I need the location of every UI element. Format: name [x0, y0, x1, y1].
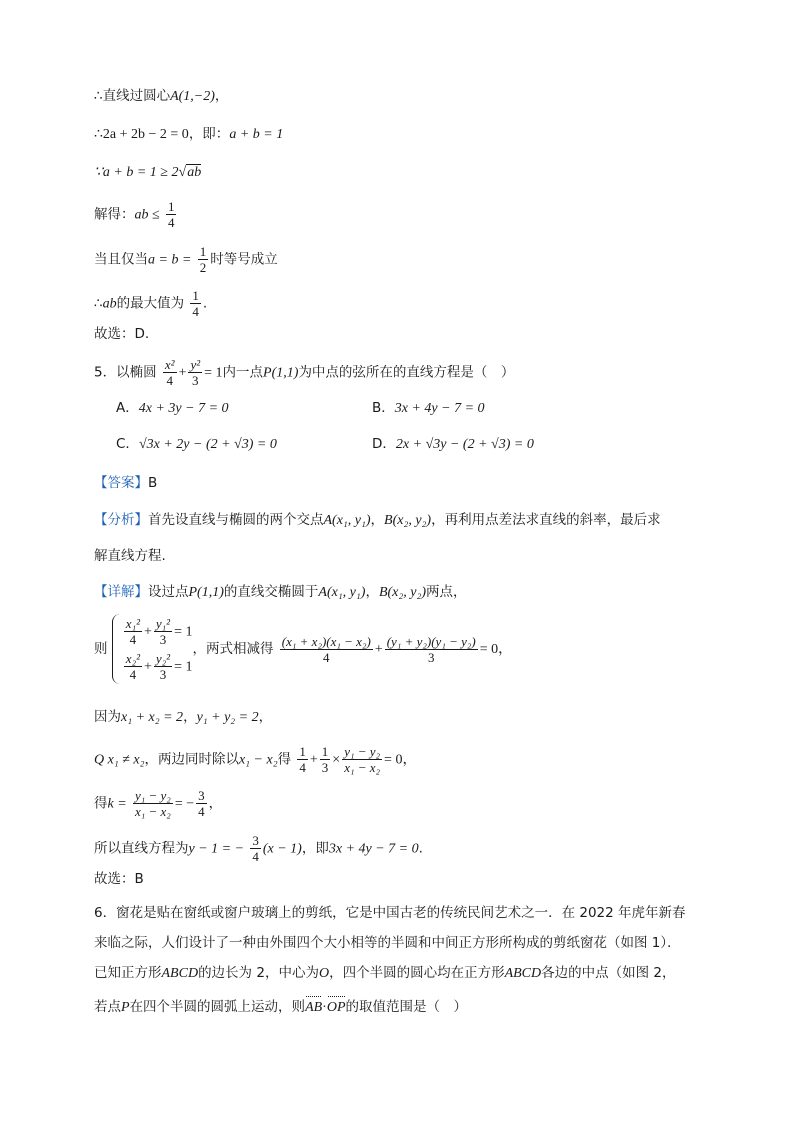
math: = 1 [204, 365, 223, 381]
math: B(x₂, y₂) [384, 513, 432, 528]
detail-end: 故选：B [94, 871, 144, 887]
text: 的取值范围是（ ） [345, 999, 468, 1015]
math: = 0， [384, 752, 417, 768]
math: Q x₁ ≠ x₂ [94, 752, 145, 768]
numerator: (y₁ + y₂)(y₁ − y₂) [386, 633, 476, 649]
denominator: 4 [192, 304, 199, 319]
math: O [318, 966, 330, 981]
option-math: 2x + √3y − (2 + √3) = 0 [395, 437, 534, 452]
math: (x − 1) [262, 841, 302, 857]
numerator: y₁ − y₂ [344, 744, 381, 759]
numerator: 3 [198, 788, 205, 803]
option-b [372, 398, 485, 419]
numerator: 1 [321, 744, 329, 759]
math: ab [102, 296, 117, 312]
answer-value: B [148, 475, 158, 491]
detail-result [94, 833, 423, 864]
numerator: 1 [199, 244, 207, 259]
math: ∴2a + 2b − 2 = 0 [94, 127, 189, 142]
solution-line-5 [94, 244, 278, 275]
math: x₁ + x₂ = 2 [121, 710, 184, 725]
text: 两点， [425, 584, 467, 600]
math: = 1 [174, 659, 193, 675]
fraction [154, 651, 172, 682]
text: ，四个半圆的圆心均在正方形 [329, 965, 505, 981]
denominator: 4 [129, 632, 137, 647]
math: = − [174, 796, 195, 812]
denominator: 4 [299, 760, 306, 775]
text: 得 [277, 751, 292, 768]
option-math: 3x + 4y − 7 = 0 [394, 401, 485, 416]
system-row-1: $\frac{\text{x₁²}}{4}$ + $\frac{\text{y₁²}}{3}$ = 1 [125, 616, 193, 647]
text: . [418, 840, 423, 857]
denominator: x₁ − x₂ [134, 804, 171, 819]
text: 若点 [94, 999, 121, 1015]
numerator: (x₁ + x₂)(x₁ − x₂) [281, 633, 371, 649]
denominator: 3 [159, 667, 167, 682]
equation-system [112, 614, 193, 684]
detail-because [94, 707, 272, 728]
detail-line-1 [94, 582, 466, 603]
math: = 1 [174, 624, 193, 640]
denominator: 4 [323, 649, 330, 665]
text: 的最大值为 [116, 295, 185, 312]
numerator: x² [164, 357, 175, 372]
detail-slope [94, 788, 222, 819]
analysis-line-1 [94, 510, 661, 531]
math: y − 1 = − [188, 841, 245, 857]
vector-op: OP [327, 998, 346, 1018]
fraction [320, 744, 331, 775]
detail-system [94, 614, 512, 684]
denominator: 2 [199, 260, 207, 275]
text: ， [258, 709, 273, 725]
solution-line-6 [94, 288, 207, 319]
math: A(1,−2) [170, 89, 215, 104]
numerator: y² [190, 357, 201, 372]
math: A(x₁, y₁) [323, 513, 371, 528]
denominator: 3 [192, 373, 199, 388]
numerator: y₁ − y₂ [134, 788, 171, 803]
denominator: 4 [167, 215, 175, 230]
text: ， [214, 88, 229, 104]
fraction [190, 288, 201, 319]
system-row-2: $\frac{\text{x₂²}}{4}$ + $\frac{\text{y₂²}}{3}$ = 1 [125, 651, 193, 682]
sqrt-radicand: ab [187, 165, 202, 180]
text: 在四个半圆的圆弧上运动，则 [129, 999, 306, 1015]
answer-line [94, 473, 157, 493]
text: 时等号成立 [210, 251, 278, 268]
text: 解得： [94, 206, 135, 223]
text: 当且仅当 [94, 251, 148, 268]
answer-tag: 【答案】 [94, 475, 148, 491]
denominator: 4 [252, 849, 259, 864]
fraction [154, 616, 172, 647]
analysis-line-2: 解直线方程. [94, 548, 166, 564]
text: 各边的中点（如图 2， [541, 965, 676, 981]
math: P(1,1) [263, 365, 299, 381]
math: ∵a + b = 1 ≥ 2 [94, 165, 179, 180]
numerator: x₁² [125, 616, 140, 631]
fraction [163, 357, 177, 388]
text: 首先设直线与椭圆的两个交点 [148, 512, 324, 528]
math: ABCD [504, 966, 542, 981]
option-label: B． [372, 400, 395, 416]
text: ，即： [188, 126, 230, 142]
text: ，两边同时除以 [144, 751, 239, 768]
numerator: y₁² [155, 616, 171, 631]
text: ， [370, 512, 385, 528]
text: ， [183, 709, 197, 725]
numerator: 1 [167, 199, 175, 214]
denominator: 3 [159, 632, 167, 647]
text: ，再利用点差法求直线的斜率，最后求 [431, 512, 661, 528]
math: A(x₁, y₁) [318, 585, 366, 600]
question-6-line-4 [94, 997, 467, 1018]
solution-line-2 [94, 124, 283, 145]
option-d [372, 434, 534, 455]
solution-line-7: 故选：D. [94, 326, 150, 342]
option-c [116, 434, 277, 455]
text: 5．以椭圆 [94, 364, 157, 381]
solution-line-3 [94, 162, 201, 183]
math: y₁ + y₂ = 2 [196, 710, 259, 725]
text: 设过点 [148, 584, 189, 600]
numerator: y₂² [155, 651, 171, 666]
fraction [297, 744, 308, 775]
text: 为中点的弦所在的直线方程是（ ） [298, 364, 515, 381]
detail-tag: 【详解】 [94, 584, 148, 600]
analysis-tag: 【分析】 [94, 512, 148, 528]
text: . [202, 295, 208, 312]
math: ab ≤ [134, 207, 160, 223]
math: ABCD [161, 966, 199, 981]
text: 所以直线方程为 [94, 840, 189, 857]
math: a + b = 1 [229, 127, 284, 142]
brace [112, 614, 121, 684]
math: B(x₂, y₂) [378, 585, 426, 600]
text: 的直线交椭圆于 [223, 584, 319, 600]
denominator: 4 [198, 804, 205, 819]
text: 因为 [94, 709, 121, 725]
text: 得 [94, 795, 108, 812]
option-label: D． [372, 436, 396, 452]
question-6-line-2: 来临之际，人们设计了一种由外围四个大小相等的半圆和中间正方形所构成的剪纸窗花（如图 1）． [94, 935, 681, 951]
text: ∴ [94, 295, 103, 312]
option-label: C． [116, 436, 139, 452]
fraction [342, 744, 382, 775]
option-math: 4x + 3y − 7 = 0 [138, 401, 229, 416]
fraction [166, 199, 177, 230]
math: + [374, 642, 383, 657]
text: 的边长为 2，中心为 [198, 965, 319, 981]
denominator: 4 [166, 373, 173, 388]
math: × [332, 752, 341, 768]
fraction [124, 616, 142, 647]
math: + [309, 752, 318, 768]
question-6-line-1: 6．窗花是贴在窗纸或窗户玻璃上的剪纸，它是中国古老的传统民间艺术之一．在 2022 年虎年新春 [94, 905, 686, 921]
question-5-stem: 5．以椭圆 $\frac{\text{x²}}{4}$ + $\frac{\text{y²}}{3}$ = 1内一点P(1,1)为中点的弦所在的直线方程是（ ） [94, 357, 515, 388]
text: ， [365, 584, 379, 600]
denominator: 3 [321, 760, 329, 775]
option-math: √3x + 2y − (2 + √3) = 0 [138, 437, 277, 452]
text: 已知正方形 [94, 965, 162, 981]
fraction [250, 833, 261, 864]
math: P [121, 1000, 130, 1015]
math: · [322, 1000, 327, 1015]
solution-line-1 [94, 86, 228, 107]
text: ∴直线过圆心 [94, 88, 171, 104]
sqrt-sign: √ [178, 165, 187, 180]
math: a = b = [148, 252, 192, 268]
numerator: 1 [299, 744, 306, 759]
numerator: 3 [252, 833, 259, 848]
denominator: x₁ − x₂ [344, 760, 381, 775]
text: 则 [94, 641, 108, 657]
math: P(1,1) [188, 585, 224, 600]
text: 内一点 [222, 364, 264, 381]
question-6-line-3 [94, 963, 676, 984]
numerator: 1 [192, 288, 199, 303]
text: ， [208, 795, 223, 812]
fraction [385, 634, 478, 665]
solution-line-4 [94, 199, 178, 230]
text: ，两式相减得 [192, 641, 274, 657]
fraction [196, 788, 207, 819]
fraction [124, 651, 142, 682]
fraction [198, 244, 209, 275]
math: k = [107, 796, 127, 812]
denominator: 3 [427, 649, 435, 665]
fraction [188, 357, 202, 388]
fraction [133, 788, 173, 819]
text: ，即 [301, 840, 329, 857]
detail-divide [94, 744, 416, 775]
option-a [116, 398, 229, 419]
fraction [280, 634, 373, 665]
math: 3x + 4y − 7 = 0 [328, 841, 419, 857]
math: = 0， [479, 642, 513, 657]
vector-ab: AB [305, 998, 322, 1018]
denominator: 4 [129, 667, 137, 682]
numerator: x₂² [125, 651, 140, 666]
math: x₁ − x₂ [238, 752, 278, 768]
option-label: A． [116, 400, 139, 416]
